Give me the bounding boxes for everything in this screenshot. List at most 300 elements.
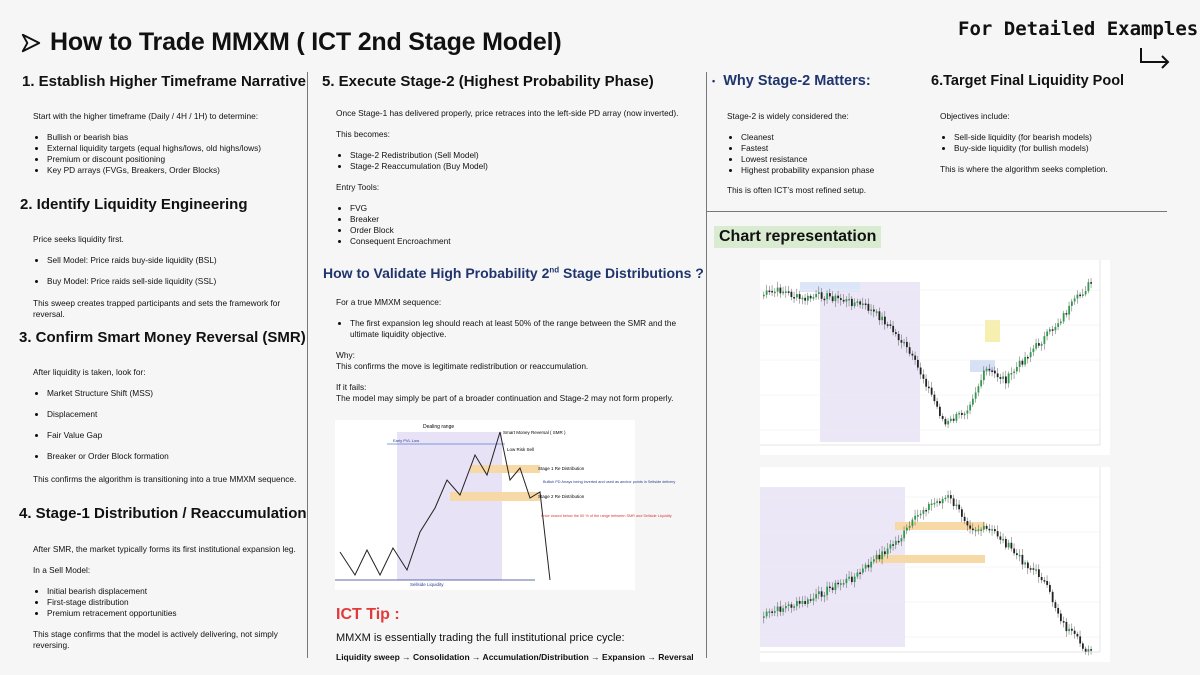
list-item: • Order Block	[350, 225, 451, 236]
candle-body	[840, 583, 842, 585]
candle-body	[994, 371, 996, 374]
candle-body	[829, 587, 831, 589]
candle-body	[843, 300, 845, 302]
divider-col1	[307, 72, 308, 658]
candle-body	[881, 551, 883, 559]
stage1-label: Stage 1 Re Distribution	[538, 466, 585, 471]
list-item: • FVG	[350, 203, 451, 214]
candle-body	[1002, 539, 1004, 541]
target-heading: 6.Target Final Liquidity Pool	[931, 73, 1125, 89]
candle-body	[1041, 577, 1043, 580]
list-item: • Premium retracement opportunities	[47, 608, 177, 619]
section-1-heading: 1. Establish Higher Timeframe Narrative	[22, 73, 307, 90]
candle-body	[906, 528, 908, 531]
candle-body	[980, 529, 982, 531]
candle-body	[983, 526, 985, 530]
target-list	[940, 132, 1092, 154]
candle-body	[895, 541, 897, 545]
validate-why-text: This confirms the move is legitimate redistribution or reaccumulation.	[336, 361, 589, 371]
candle-body	[1079, 636, 1081, 643]
validate-intro: For a true MMXM sequence:	[336, 297, 442, 307]
candle-body	[903, 342, 905, 344]
candle-body	[857, 573, 859, 577]
candle-body	[771, 611, 773, 613]
candle-body	[994, 529, 996, 531]
stage2-label: Stage 2 Re Distribution	[538, 494, 585, 499]
examples-link[interactable]: For Detailed Examples	[958, 18, 1199, 40]
candle-body	[909, 347, 911, 354]
validate-heading-b: Stage Distributions ?	[559, 265, 704, 281]
candle-body	[876, 311, 878, 313]
tip-heading: ICT Tip :	[336, 606, 400, 623]
candle-body	[989, 369, 991, 371]
candle-body	[780, 607, 782, 612]
candle-body	[1066, 622, 1068, 631]
candle-body	[788, 604, 790, 606]
candle-body	[796, 601, 798, 606]
candle-body	[782, 291, 784, 293]
candle-body	[777, 607, 779, 612]
list-item: • Premium or discount positioning	[47, 154, 261, 165]
candle-body	[1079, 295, 1081, 297]
candle-body	[898, 334, 900, 340]
candle-body	[1088, 282, 1090, 291]
candle-body	[969, 525, 971, 528]
candle-body	[906, 342, 908, 347]
candle-body	[978, 386, 980, 392]
candle-body	[1052, 592, 1054, 602]
candle-body	[813, 598, 815, 600]
candle-body	[835, 296, 837, 301]
list-item: • Breaker or Order Block formation	[47, 451, 169, 462]
candle-body	[851, 299, 853, 306]
candle-body	[1088, 649, 1090, 652]
why-list	[727, 132, 874, 176]
section-3-heading: 3. Confirm Smart Money Reversal (SMR)	[19, 329, 306, 346]
candle-body	[1002, 376, 1004, 378]
dealing-range-zone	[397, 432, 502, 580]
candle-body	[1013, 371, 1015, 373]
candle-body	[887, 324, 889, 326]
candle-body	[884, 551, 886, 554]
candle-body	[796, 294, 798, 297]
candle-body	[782, 608, 784, 611]
candle-body	[925, 510, 927, 512]
candle-body	[815, 294, 817, 297]
section-3-intro: After liquidity is taken, look for:	[33, 367, 146, 377]
candle-body	[972, 399, 974, 405]
candle-body	[997, 531, 999, 536]
list-item: • Sell Model: Price raids buy-side liquidity (BSL)	[47, 255, 217, 266]
candle-body	[967, 410, 969, 413]
candle-body	[832, 587, 834, 590]
candle-body	[956, 505, 958, 507]
candle-body	[892, 544, 894, 546]
validate-why: Why:	[336, 350, 355, 360]
candle-body	[964, 517, 966, 521]
low-risk-label: Low Risk Sell	[507, 447, 535, 452]
candle-body	[1044, 580, 1046, 582]
candle-body	[939, 501, 941, 503]
candle-body	[909, 526, 911, 528]
candle-body	[1077, 295, 1079, 299]
candle-body	[950, 495, 952, 498]
candle-body	[868, 304, 870, 311]
target-intro: Objectives include:	[940, 111, 1010, 121]
candle-body	[1046, 581, 1048, 585]
candle-body	[1033, 349, 1035, 353]
candle-body	[986, 526, 988, 529]
candle-body	[1055, 602, 1057, 608]
candle-body	[989, 529, 991, 531]
candle-body	[1071, 301, 1073, 305]
candle-body	[876, 555, 878, 560]
candle-body	[774, 611, 776, 613]
candle-body	[1013, 549, 1015, 554]
page-title	[20, 28, 561, 57]
candle-body	[807, 296, 809, 301]
candle-body	[953, 498, 955, 506]
chart-zone	[895, 522, 985, 530]
candle-body	[788, 291, 790, 293]
candle-body	[890, 544, 892, 548]
candle-body	[780, 288, 782, 294]
candle-body	[1016, 367, 1018, 372]
candle-body	[1066, 313, 1068, 315]
candle-body	[824, 595, 826, 597]
candle-body	[1005, 376, 1007, 383]
candle-body	[840, 298, 842, 300]
candle-body	[928, 387, 930, 389]
candle-body	[887, 549, 889, 555]
sellside-label: Sellside Liquidity	[410, 582, 444, 587]
price-chart-1	[760, 260, 1110, 455]
list-item: • Cleanest	[741, 132, 874, 143]
chart-zone	[970, 360, 995, 372]
validate-fails-text: The model may simply be part of a broader continuation and Stage-2 may not form properly.	[336, 393, 674, 403]
stage1-zone	[470, 465, 540, 473]
candle-body	[961, 509, 963, 516]
why-intro: Stage-2 is widely considered the:	[727, 111, 849, 121]
candle-body	[1085, 291, 1087, 294]
candle-body	[826, 587, 828, 596]
candle-body	[1090, 649, 1092, 651]
candle-body	[815, 594, 817, 598]
candle-body	[766, 612, 768, 617]
target-outro: This is where the algorithm seeks completion.	[940, 164, 1108, 174]
section-5-intro: Once Stage-1 has delivered properly, price retraces into the left-side PD array (now inverted).	[336, 108, 679, 118]
candle-body	[917, 515, 919, 517]
candle-body	[868, 565, 870, 568]
candle-body	[1033, 568, 1035, 570]
candle-body	[1024, 563, 1026, 565]
candle-body	[881, 317, 883, 320]
candle-body	[936, 501, 938, 503]
section-5-heading: 5. Execute Stage-2 (Highest Probability Phase)	[322, 73, 654, 90]
list-item: • Sell-side liquidity (for bearish models)	[954, 132, 1092, 143]
validate-fails: If it fails:	[336, 382, 367, 392]
candle-body	[1077, 634, 1079, 636]
candle-body	[826, 293, 828, 299]
candle-body	[997, 373, 999, 377]
candle-body	[884, 317, 886, 325]
dealing-range-label: Dealing range	[423, 424, 455, 430]
candle-body	[763, 295, 765, 297]
list-item: • Breaker	[350, 214, 451, 225]
candle-body	[1016, 553, 1018, 555]
candle-body	[950, 419, 952, 421]
candle-body	[846, 579, 848, 583]
candle-body	[1038, 569, 1040, 577]
candle-body	[936, 401, 938, 407]
candle-body	[947, 421, 949, 424]
candle-body	[818, 292, 820, 294]
candle-body	[870, 562, 872, 568]
candle-body	[1024, 357, 1026, 365]
candle-body	[1049, 585, 1051, 592]
candle-body	[980, 380, 982, 386]
candle-body	[1090, 282, 1092, 284]
candle-body	[837, 583, 839, 585]
close-note: Price closed below the 50 % of the range between SMR and Sellside Liquidity	[541, 514, 672, 518]
candle-body	[862, 304, 864, 306]
candle-body	[991, 529, 993, 531]
list-item: • Key PD arrays (FVGs, Breakers, Order Blocks)	[47, 165, 261, 176]
list-item: • Bullish or bearish bias	[47, 132, 261, 143]
validate-heading-a: How to Validate High Probability 2	[323, 265, 550, 281]
candle-body	[923, 510, 925, 514]
candle-body	[986, 369, 988, 371]
candle-body	[945, 498, 947, 500]
page-title-text: How to Trade MMXM ( ICT 2nd Stage Model)	[50, 28, 562, 56]
candle-body	[1022, 361, 1024, 365]
candle-body	[1071, 629, 1073, 631]
candle-body	[928, 504, 930, 510]
candle-body	[983, 371, 985, 381]
candle-body	[879, 311, 881, 320]
candle-body	[870, 309, 872, 311]
candle-body	[1019, 555, 1021, 557]
list-item: • Buy Model: Price raids sell-side liquidity (SSL)	[47, 276, 217, 287]
candle-body	[804, 601, 806, 604]
candle-body	[846, 299, 848, 301]
candle-body	[958, 505, 960, 510]
tip-text: MMXM is essentially trading the full institutional price cycle:	[336, 632, 625, 644]
candle-body	[1060, 322, 1062, 324]
section-3-list	[33, 388, 169, 462]
candle-body	[901, 538, 903, 541]
candle-body	[1085, 649, 1087, 652]
candle-body	[865, 304, 867, 306]
candle-body	[1000, 536, 1002, 539]
section-4-outro: This stage confirms that the model is actively delivering, not simply reversing.	[33, 629, 278, 650]
candle-body	[793, 606, 795, 608]
candle-body	[1049, 329, 1051, 331]
candle-body	[813, 297, 815, 299]
candle-body	[873, 559, 875, 561]
candle-body	[802, 298, 804, 300]
candle-body	[859, 573, 861, 575]
candle-body	[769, 291, 771, 293]
chart-zone	[875, 555, 985, 563]
candle-body	[903, 531, 905, 539]
candle-body	[859, 301, 861, 304]
list-item: • Lowest resistance	[741, 154, 874, 165]
candle-body	[1074, 298, 1076, 301]
tip-flow: Liquidity sweep → Consolidation → Accumulation/Distribution → Expansion → Reversal	[336, 652, 694, 662]
candle-body	[956, 414, 958, 421]
candle-body	[917, 360, 919, 368]
candle-body	[1057, 323, 1059, 327]
candle-body	[1011, 373, 1013, 375]
candle-body	[810, 599, 812, 601]
candle-body	[1041, 344, 1043, 346]
why-heading-text: Why Stage-2 Matters:	[723, 73, 871, 89]
list-item: • Consequent Encroachment	[350, 236, 451, 247]
candle-body	[1035, 343, 1037, 348]
candle-body	[1008, 543, 1010, 548]
candle-body	[862, 569, 864, 573]
candle-body	[958, 413, 960, 415]
validate-list	[336, 318, 686, 340]
why-heading: • Why Stage-2 Matters:	[712, 73, 871, 89]
candle-body	[942, 499, 944, 503]
divider-col3	[707, 211, 1167, 212]
candle-body	[810, 296, 812, 299]
candle-body	[920, 368, 922, 375]
candle-body	[961, 413, 963, 415]
candle-body	[920, 514, 922, 516]
arrow-right-icon	[20, 32, 42, 54]
candle-body	[923, 374, 925, 378]
candle-body	[1052, 329, 1054, 331]
candle-body	[818, 591, 820, 594]
candle-body	[821, 591, 823, 596]
section-1-list	[33, 132, 261, 176]
candle-body	[777, 288, 779, 292]
candle-body	[766, 291, 768, 295]
pd-note: Bullish PD Arrays being inverted and used as anchor points in Sellside delivery	[543, 480, 676, 484]
section-5-list	[336, 150, 488, 172]
candle-body	[879, 555, 881, 559]
candle-body	[854, 577, 856, 582]
candle-body	[972, 529, 974, 531]
candle-body	[975, 392, 977, 398]
candle-body	[791, 292, 793, 297]
list-item: • Displacement	[47, 409, 169, 420]
candle-body	[890, 324, 892, 326]
candle-body	[1060, 614, 1062, 622]
list-item: • Highest probability expansion phase	[741, 165, 874, 176]
candle-body	[939, 407, 941, 416]
candle-body	[895, 332, 897, 334]
candle-body	[1008, 374, 1010, 384]
candle-body	[1027, 563, 1029, 569]
arrow-down-right-icon	[1138, 46, 1172, 68]
chart-representation-label: Chart representation	[714, 226, 881, 248]
section-4-heading: 4. Stage-1 Distribution / Reaccumulation	[19, 505, 307, 522]
list-item: • External liquidity targets (equal highs/lows, old highs/lows)	[47, 143, 261, 154]
candle-body	[1057, 608, 1059, 614]
candle-body	[837, 296, 839, 299]
candle-body	[804, 298, 806, 301]
list-item: • Buy-side liquidity (for bullish models)	[954, 143, 1092, 154]
smr-label: Smart Money Reversal ( SMR )	[503, 430, 566, 435]
candle-body	[925, 379, 927, 387]
candle-body	[1063, 621, 1065, 623]
chart-zone	[985, 320, 1000, 342]
candle-body	[785, 606, 787, 608]
candle-body	[975, 530, 977, 532]
candle-body	[1030, 568, 1032, 570]
candle-body	[964, 414, 966, 416]
section-2-list	[33, 255, 217, 287]
list-item: • The first expansion leg should reach at least 50% of the range between the SMR and the ultimate liquidity objective.	[350, 318, 686, 340]
candle-body	[934, 503, 936, 505]
candle-body	[785, 291, 787, 293]
candle-body	[1063, 313, 1065, 321]
candle-body	[991, 370, 993, 372]
section-2-outro: This sweep creates trapped participants and sets the framework for reversal.	[33, 298, 281, 319]
candle-body	[1055, 327, 1057, 330]
candle-body	[1019, 361, 1021, 367]
candle-body	[821, 292, 823, 298]
section-4-intro: After SMR, the market typically forms its first institutional expansion leg.	[33, 544, 296, 554]
divider-col2	[706, 72, 707, 658]
candle-body	[942, 416, 944, 419]
section-4-sub: In a Sell Model:	[33, 565, 91, 575]
candle-body	[824, 299, 826, 301]
candle-body	[914, 356, 916, 360]
candle-body	[771, 291, 773, 293]
candle-body	[1030, 352, 1032, 357]
candle-body	[931, 504, 933, 506]
candle-body	[865, 565, 867, 569]
candle-body	[802, 601, 804, 604]
candle-body	[1068, 629, 1070, 631]
list-item: • Stage-2 Reaccumulation (Buy Model)	[350, 161, 488, 172]
validate-heading-sup: nd	[549, 265, 560, 275]
validate-heading	[323, 265, 704, 281]
price-chart-2	[760, 467, 1110, 662]
list-item: • Fastest	[741, 143, 874, 154]
candle-body	[873, 309, 875, 311]
candle-body	[934, 395, 936, 402]
candle-body	[763, 616, 765, 618]
candle-body	[945, 419, 947, 424]
candle-body	[848, 299, 850, 301]
entry-tools-list	[336, 203, 451, 247]
list-item: • First-stage distribution	[47, 597, 177, 608]
candle-body	[914, 516, 916, 520]
candle-body	[829, 293, 831, 296]
stage2-zone	[450, 492, 540, 501]
section-1-intro: Start with the higher timeframe (Daily / 4H / 1H) to determine:	[33, 111, 259, 121]
candle-body	[1044, 336, 1046, 344]
candle-body	[892, 326, 894, 332]
list-item: • Market Structure Shift (MSS)	[47, 388, 169, 399]
candle-body	[947, 495, 949, 498]
section-2-heading: 2. Identify Liquidity Engineering	[20, 196, 248, 213]
candle-body	[843, 583, 845, 585]
early-pvl-label: Early PVL Low	[393, 438, 420, 443]
candle-body	[1038, 343, 1040, 346]
candle-body	[1082, 294, 1084, 296]
candle-body	[793, 297, 795, 299]
candle-body	[1027, 357, 1029, 359]
candle-body	[848, 577, 850, 579]
section-3-outro: This confirms the algorithm is transitioning into a true MMXM sequence.	[33, 474, 297, 484]
